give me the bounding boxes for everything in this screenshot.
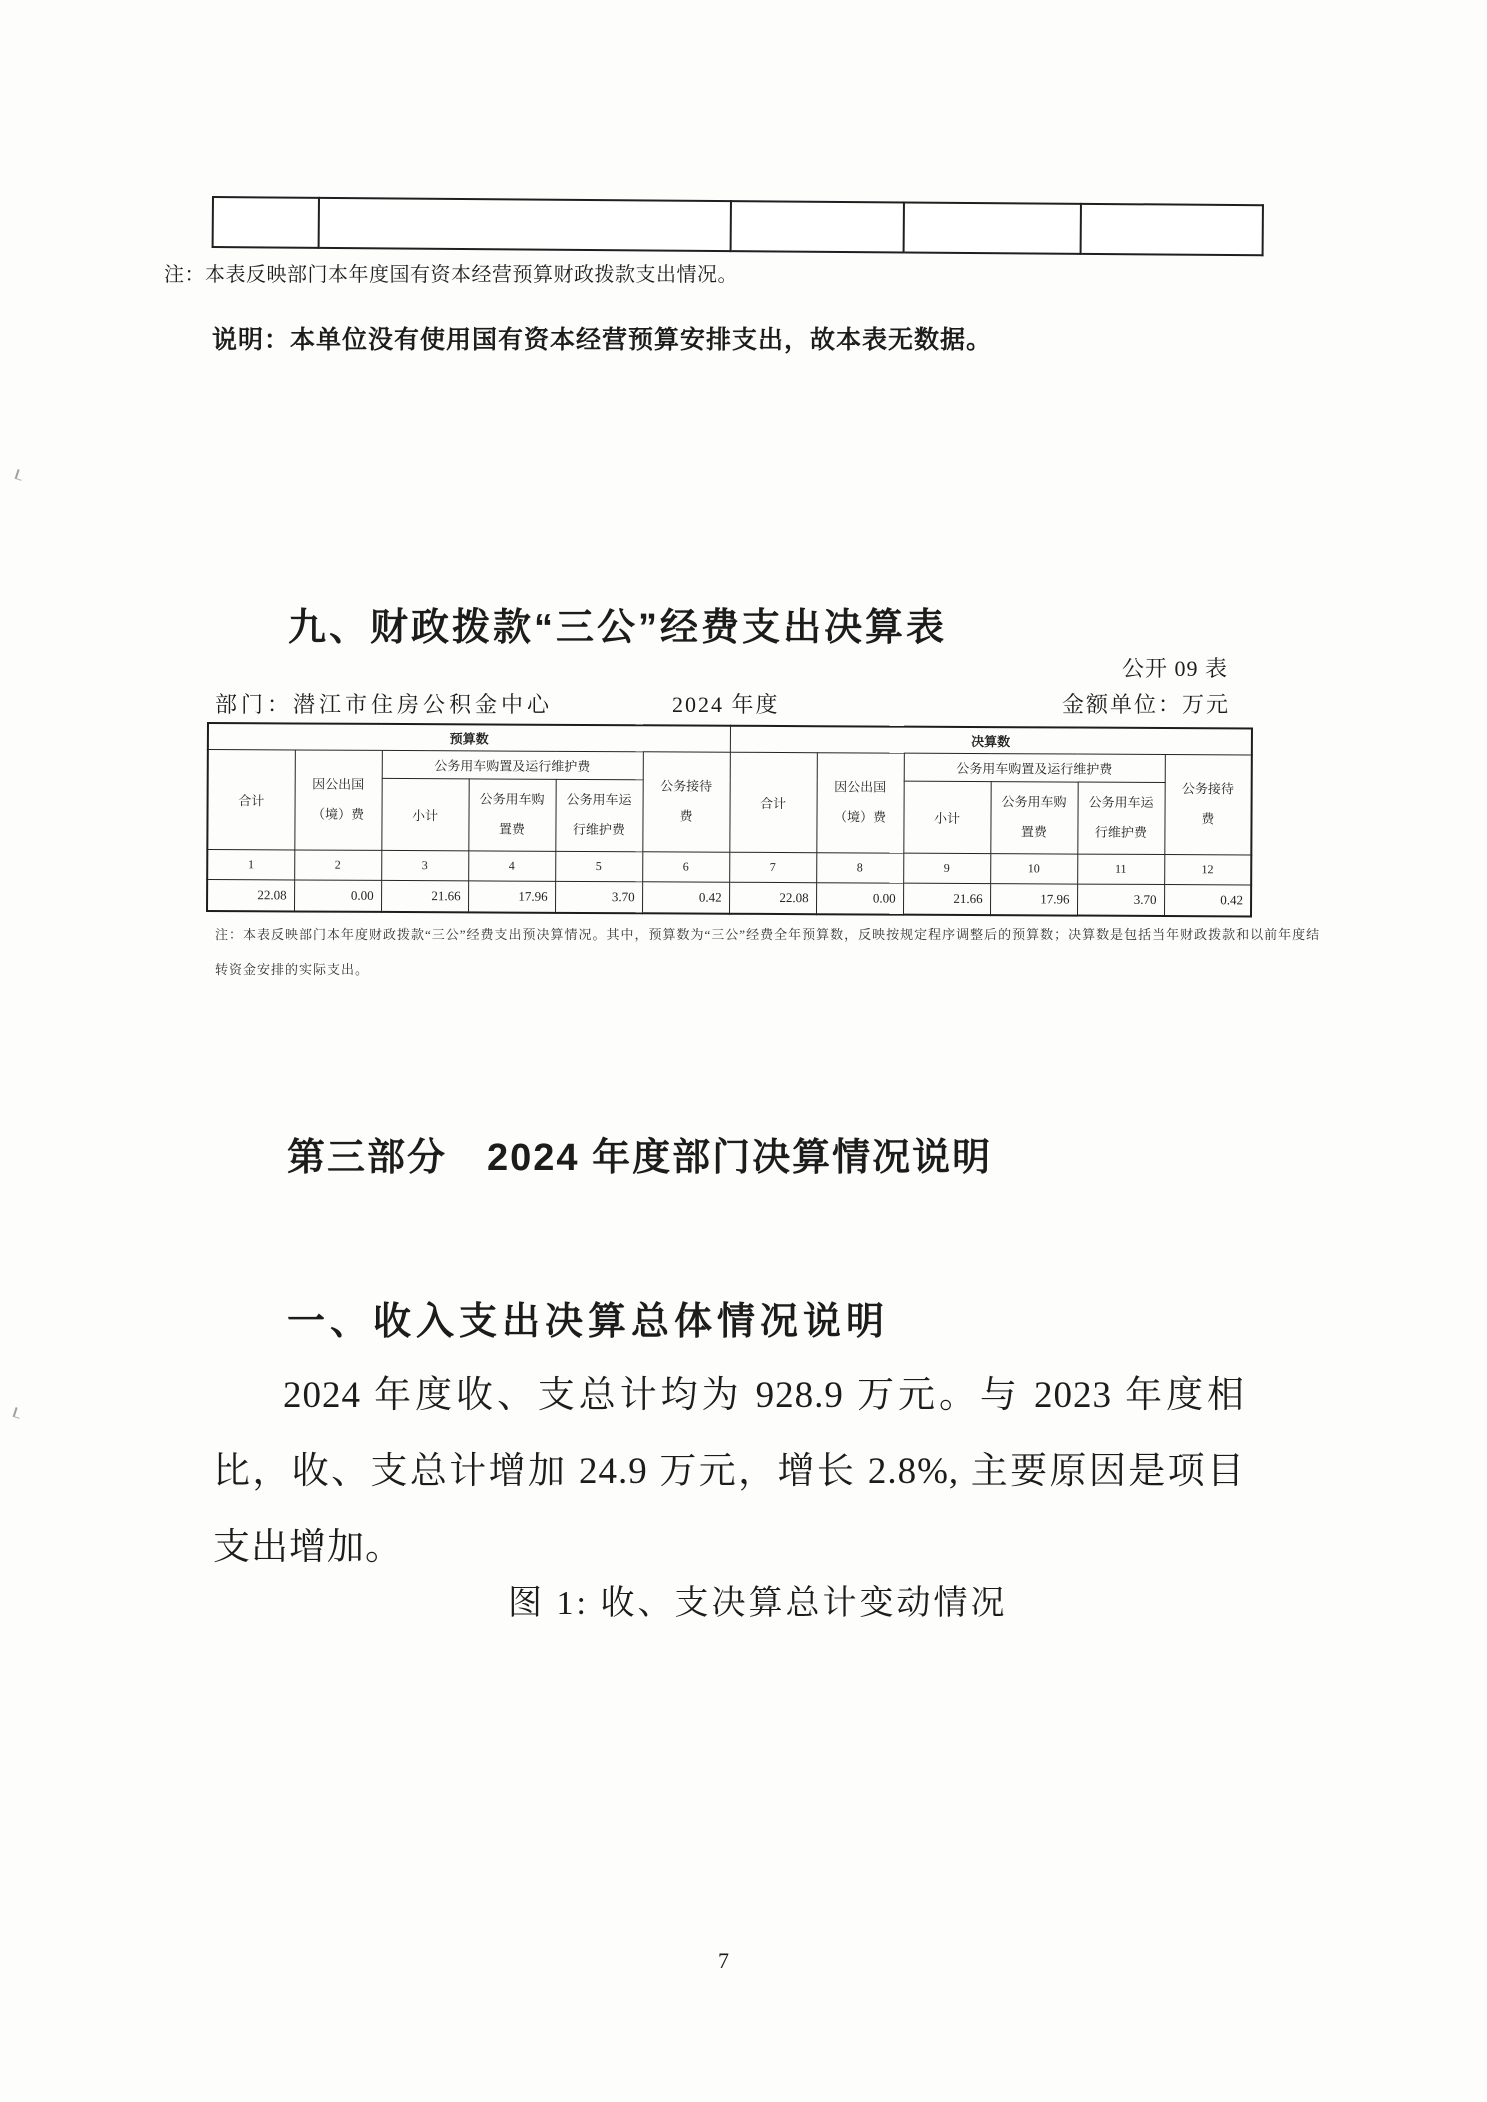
three-public-expense-table — [206, 722, 1253, 917]
scan-artifact — [13, 1407, 23, 1419]
column-index: 3 — [381, 850, 468, 880]
col-header-total: 合计 — [729, 752, 817, 852]
col-header-abroad: 因公出国（境）费 — [294, 749, 382, 849]
sheet-number-label: 公开 09 表 — [1122, 656, 1229, 681]
column-index: 7 — [729, 852, 816, 882]
empty-cell — [213, 197, 319, 248]
col-header-operation: 公务用车运行维护费 — [1077, 782, 1164, 854]
column-index: 10 — [990, 853, 1077, 883]
col-header-reception: 公务接待费 — [1164, 754, 1252, 854]
value-cell: 0.00 — [294, 879, 381, 911]
value-cell: 0.00 — [816, 882, 903, 914]
column-index: 2 — [294, 849, 381, 879]
col-header-abroad: 因公出国（境）费 — [816, 752, 904, 852]
table-row — [213, 197, 1263, 255]
empty-cell — [903, 202, 1081, 253]
final-group-header: 决算数 — [730, 726, 1252, 755]
col-header-vehicle-group: 公务用车购置及运行维护费 — [904, 753, 1165, 782]
col-header-total: 合计 — [207, 749, 295, 849]
col-header-vehicle-group: 公务用车购置及运行维护费 — [382, 750, 643, 779]
column-index: 4 — [468, 850, 555, 880]
column-index: 12 — [1164, 854, 1251, 884]
value-cell: 3.70 — [1077, 884, 1164, 916]
value-cell: 21.66 — [903, 883, 990, 915]
value-cell: 3.70 — [555, 881, 642, 913]
table-footnote-line1: 注：本表反映部门本年度财政拨款“三公”经费支出预决算情况。其中，预算数为“三公”经费全年预算数，反映按规定程序调整后的预算数；决算数是包括当年财政拨款和以前年度结 — [215, 927, 1321, 942]
column-index: 1 — [207, 849, 294, 879]
scan-artifact — [15, 469, 25, 481]
state-capital-table-note: 注：本表反映部门本年度国有资本经营预算财政拨款支出情况。 — [164, 264, 738, 286]
fiscal-year-label: 2024 年度 — [672, 692, 780, 717]
value-cell: 17.96 — [468, 880, 555, 912]
empty-cell — [318, 198, 731, 251]
col-header-purchase: 公务用车购置费 — [990, 781, 1077, 853]
value-cell: 0.42 — [1164, 884, 1251, 916]
budget-group-header: 预算数 — [208, 723, 730, 752]
value-cell: 22.08 — [729, 882, 816, 914]
value-cell: 21.66 — [381, 880, 468, 912]
empty-cell — [1081, 204, 1263, 255]
column-index: 8 — [816, 852, 903, 882]
column-index: 11 — [1077, 854, 1164, 884]
figure1-caption: 图 1: 收、支决算总计变动情况 — [508, 1585, 1008, 1622]
amount-unit-label: 金额单位：万元 — [1062, 692, 1231, 717]
summary-paragraph — [213, 1358, 1245, 1586]
part3-section1-title: 一、收入支出决算总体情况说明 — [287, 1301, 890, 1343]
paragraph-line: 2024 年度收、支总计均为 928.9 万元。与 2023 年度相 — [283, 1375, 1245, 1416]
part3-title: 第三部分 2024 年度部门决算情况说明 — [287, 1137, 993, 1179]
col-header-subtotal: 小计 — [903, 781, 990, 853]
paragraph-line: 比，收、支总计增加 24.9 万元，增长 2.8%, 主要原因是项目 — [213, 1451, 1245, 1492]
empty-cell — [731, 201, 904, 252]
value-cell: 22.08 — [207, 879, 294, 911]
value-cell: 17.96 — [990, 883, 1077, 915]
column-index: 9 — [903, 853, 990, 883]
column-index: 6 — [642, 851, 729, 881]
table-footnote-line2: 转资金安排的实际支出。 — [215, 962, 370, 977]
col-header-subtotal: 小计 — [381, 778, 468, 850]
no-data-statement: 说明：本单位没有使用国有资本经营预算安排支出，故本表无数据。 — [212, 326, 993, 354]
column-index: 5 — [555, 851, 642, 881]
col-header-purchase: 公务用车购置费 — [468, 778, 555, 850]
state-capital-table-tail — [212, 196, 1264, 256]
col-header-operation: 公务用车运行维护费 — [555, 779, 642, 851]
section9-title: 九、财政拨款“三公”经费支出决算表 — [288, 607, 948, 649]
value-cell: 0.42 — [642, 881, 729, 913]
value-row — [207, 879, 1251, 916]
paragraph-line: 支出增加。 — [213, 1527, 403, 1568]
table-header-row — [208, 749, 1252, 782]
page-number: 7 — [718, 1948, 729, 1973]
department-label: 部门：潜江市住房公积金中心 — [215, 692, 554, 717]
col-header-reception: 公务接待费 — [642, 751, 730, 851]
